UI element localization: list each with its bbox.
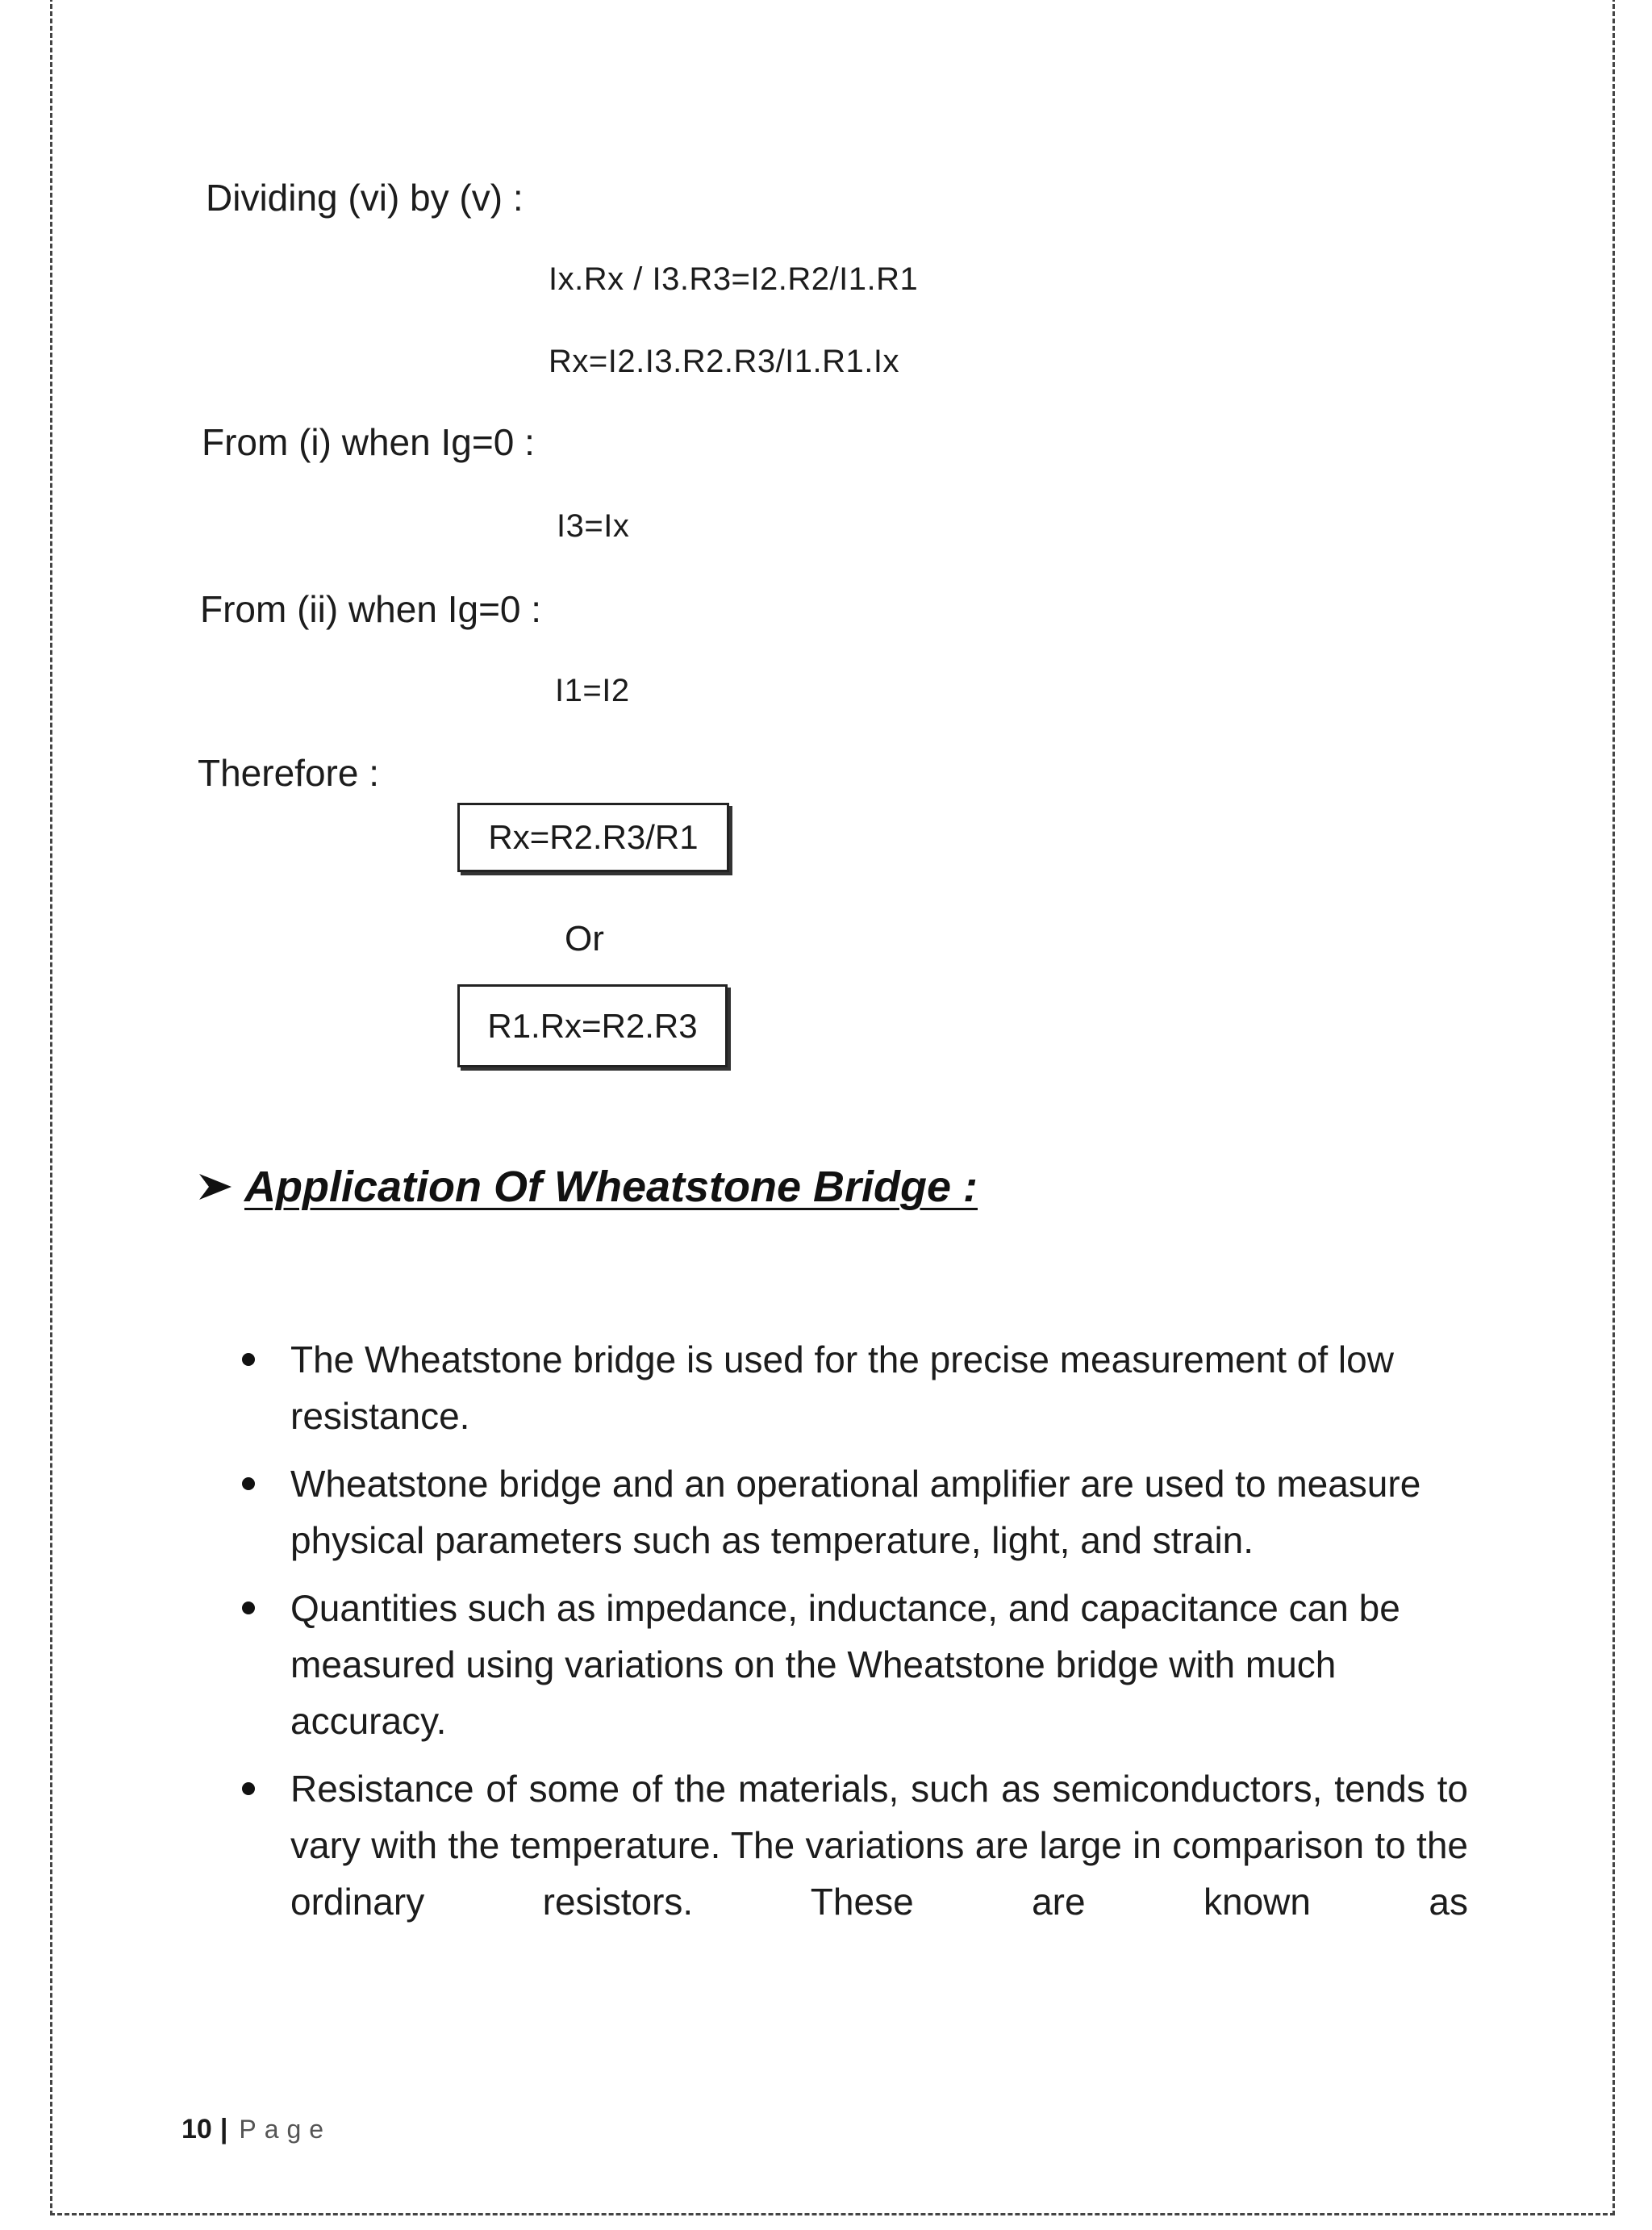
- section-heading: [198, 1162, 978, 1212]
- from-ii-label: From (ii) when Ig=0 :: [200, 588, 542, 630]
- section-heading-text: Application Of Wheatstone Bridge :: [244, 1163, 978, 1211]
- list-item: [242, 1331, 1468, 1444]
- equation-ratio: Ix.Rx / I3.R3=I2.R2/I1.R1: [549, 261, 919, 297]
- equation-rx-expanded: Rx=I2.I3.R2.R3/I1.R1.Ix: [549, 344, 900, 379]
- dividing-label: Dividing (vi) by (v) :: [206, 177, 524, 219]
- bullet-dot-icon: [242, 1477, 255, 1490]
- page-number: 10: [181, 2114, 212, 2144]
- list-item-text: Quantities such as impedance, inductance, and capacitance can be measured using variations on the Wheatstone bridge with much accuracy.: [290, 1587, 1400, 1742]
- result-rx-formula: Rx=R2.R3/R1: [488, 818, 699, 856]
- result-box-r1rx: [457, 984, 728, 1067]
- list-item: [242, 1455, 1468, 1568]
- equation-i3-ix: I3=Ix: [557, 508, 630, 544]
- list-item-text: Resistance of some of the materials, such as semiconductors, tends to vary with the temperature. The variations are large in comparison to the ordinary resistors. These are known as: [290, 1768, 1468, 1923]
- from-i-label: From (i) when Ig=0 :: [202, 421, 535, 463]
- bullet-dot-icon: [242, 1602, 255, 1614]
- result-r1rx-formula: R1.Rx=R2.R3: [487, 1006, 698, 1045]
- page-footer: [181, 2114, 332, 2145]
- bullet-dot-icon: [242, 1353, 255, 1366]
- or-word: Or: [565, 919, 604, 958]
- list-item: [242, 1580, 1468, 1749]
- list-item: [242, 1760, 1468, 1930]
- page-label: Page: [239, 2115, 332, 2144]
- result-box-rx: [457, 803, 729, 872]
- list-item-text: The Wheatstone bridge is used for the precise measurement of low resistance.: [290, 1338, 1394, 1437]
- applications-list: [242, 1331, 1468, 1941]
- arrow-bullet-icon: [198, 1169, 233, 1205]
- equation-i1-i2: I1=I2: [555, 673, 630, 708]
- bullet-dot-icon: [242, 1782, 255, 1795]
- list-item-text: Wheatstone bridge and an operational amplifier are used to measure physical parameters such as temperature, light, and strain.: [290, 1463, 1421, 1561]
- therefore-label: Therefore :: [198, 752, 379, 794]
- footer-separator: |: [219, 2114, 228, 2144]
